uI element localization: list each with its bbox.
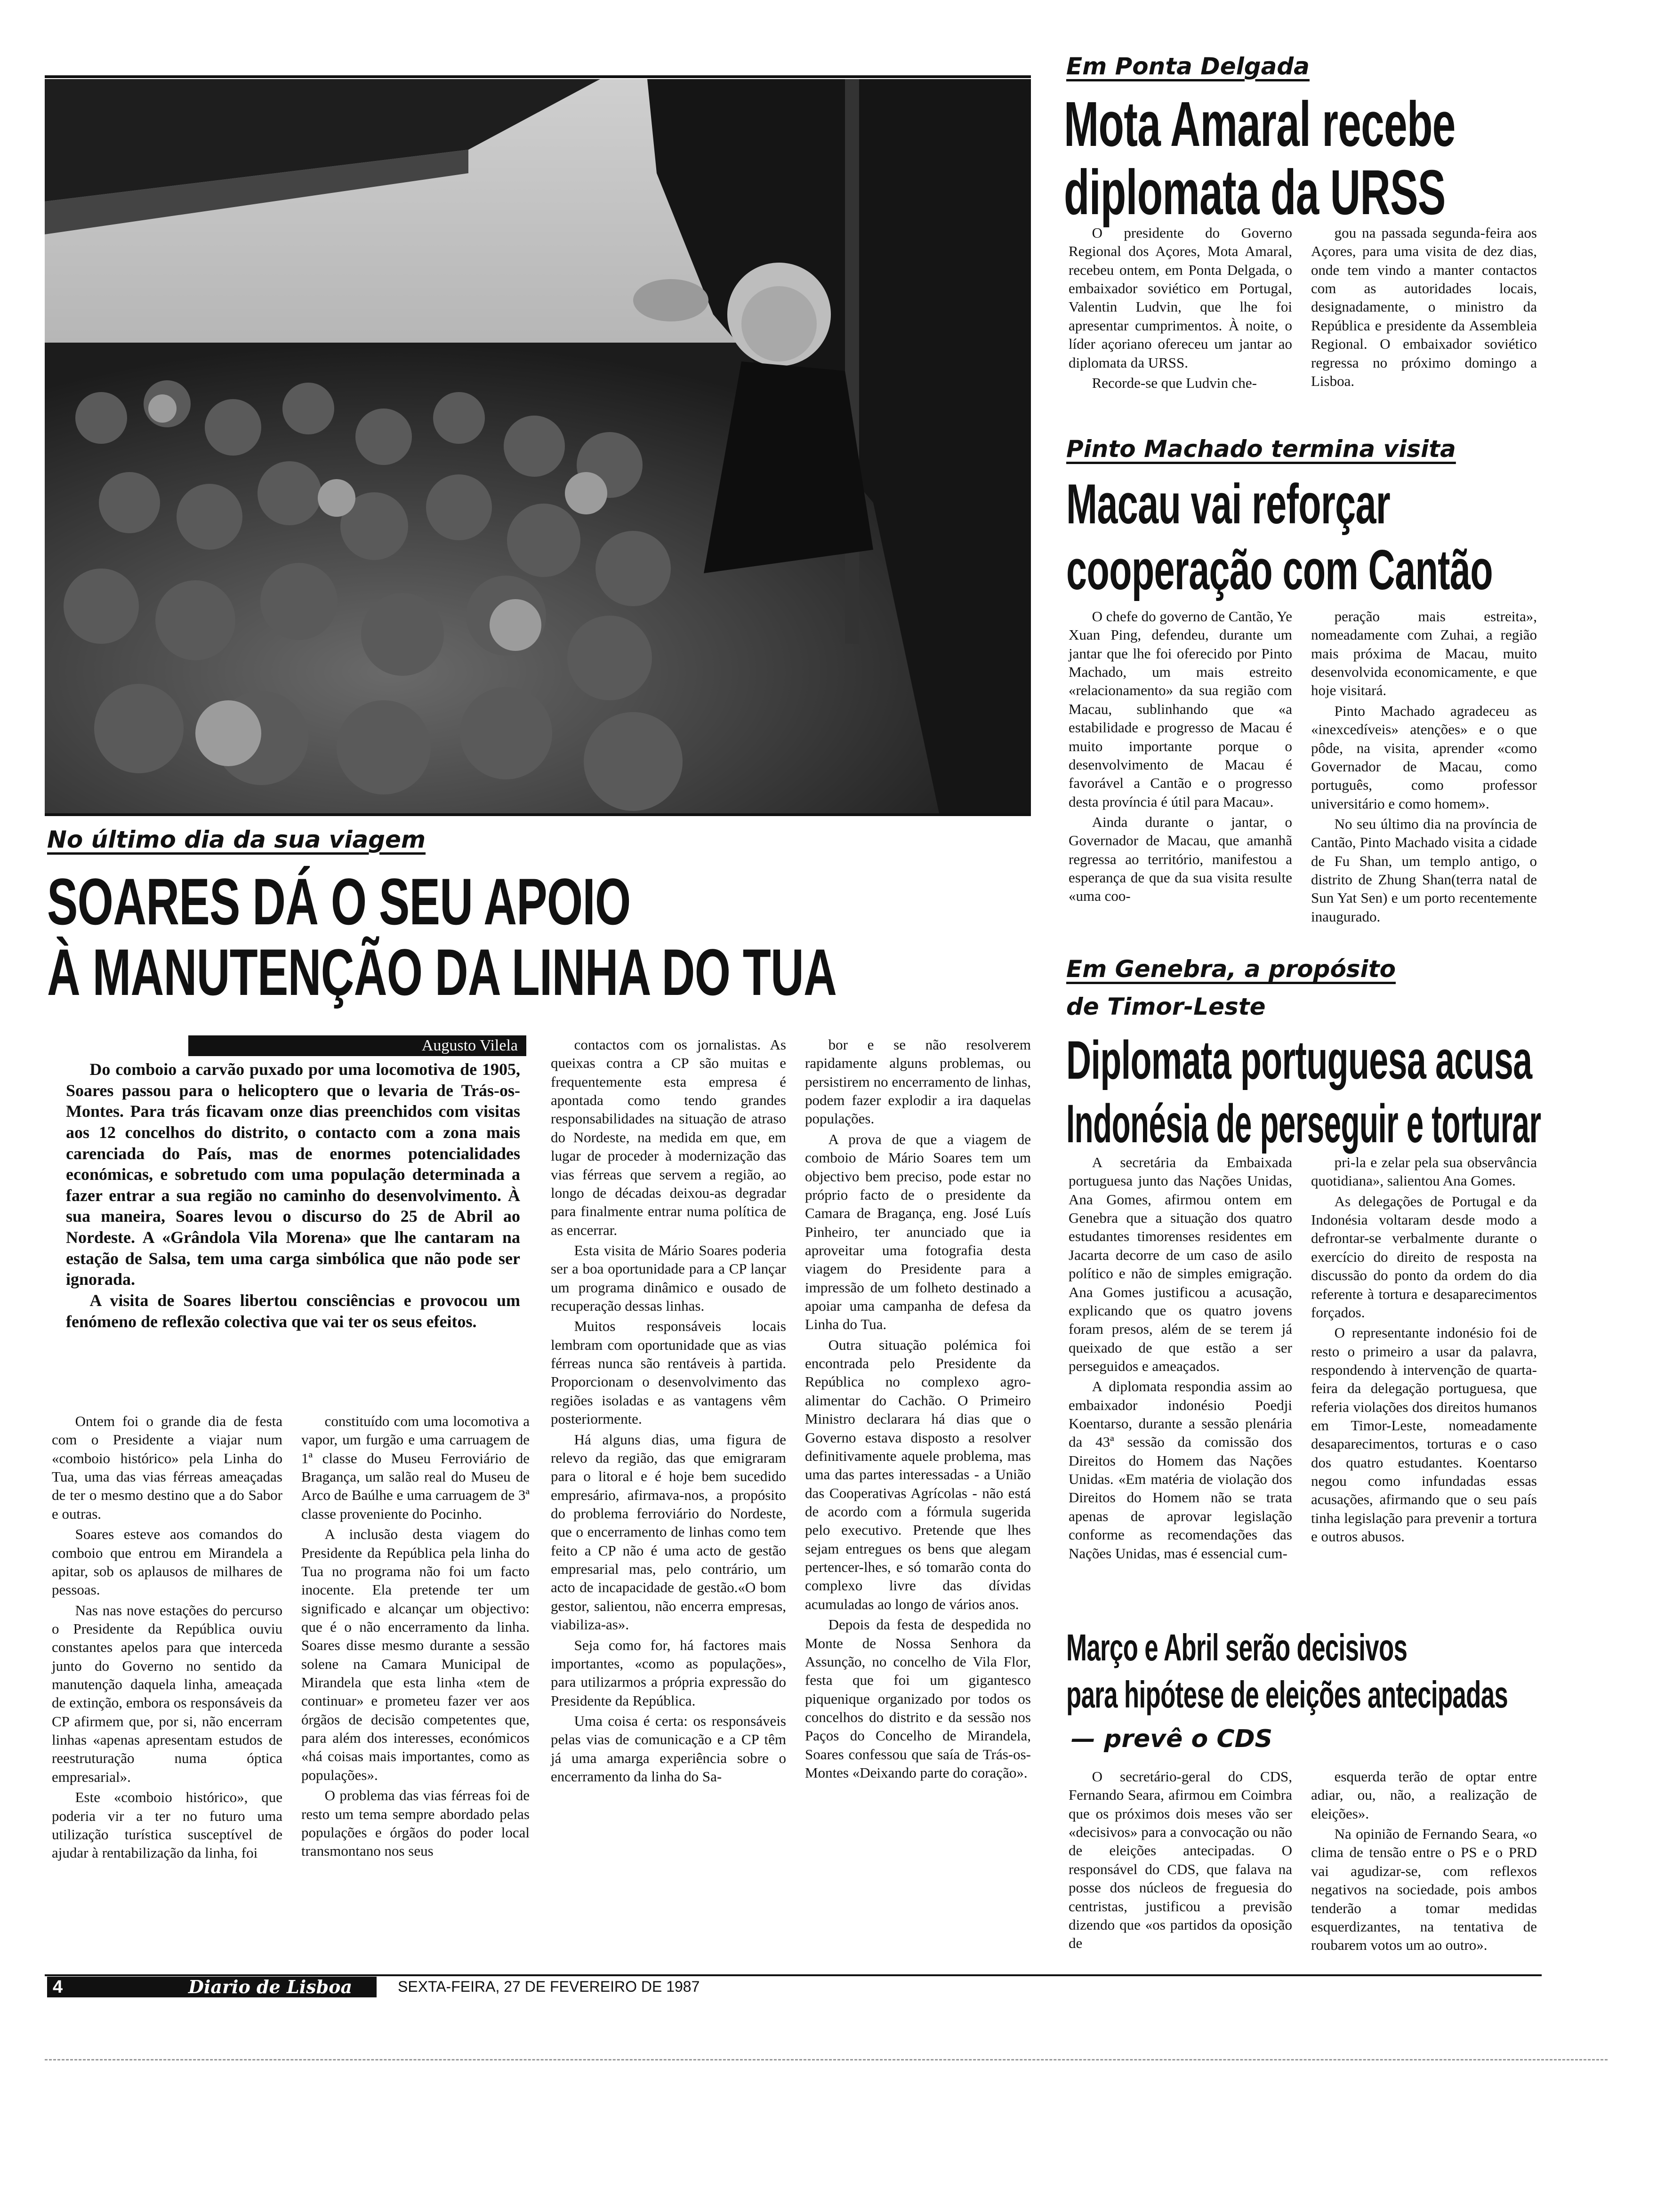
macau-col-2: [1311, 607, 1537, 951]
masthead-logo: Diario de Lisboa: [188, 1976, 353, 1997]
timor-kicker: Em Genebra, a propósito: [1066, 955, 1396, 983]
macau-headline-line2: cooperação com Cantão: [1066, 538, 1493, 601]
main-photo: [45, 79, 1031, 813]
photo-top-border: [45, 75, 1031, 78]
paragraph: O secretário-geral do CDS, Fernando Seara, afirmou em Coimbra que os próximos dois meses vão ser «decisivos» para a convocação ou não de eleições antecipadas. O responsável do CDS, que falava na posse dos núcleos de freguesia do centristas, justificou a previsão dizendo que «os partidos da oposição de: [1069, 1768, 1292, 1952]
paragraph: Soares esteve aos comandos do comboio que entrou em Mirandela a apitar, sob os aplausos de milhares de pessoas.: [52, 1526, 282, 1598]
paragraph: gou na passada segunda-feira aos Açores, para uma visita de dez dias, onde tem vindo a manter contactos com as autoridades locais, designadamente, o ministro da República e presidente da Assembleia Regional. O embaixador soviético regressa no próximo domingo a Lisboa.: [1311, 224, 1537, 389]
timor-headline-line2: Indonésia de perseguir e torturar: [1066, 1094, 1541, 1154]
cds-headline-line2: para hipótese de eleições antecipadas: [1066, 1674, 1508, 1715]
paragraph: Uma coisa é certa: os responsáveis pelas vias de comunicação e a CP têm já uma amarga experiência sobre o encerramento da linha do Sa-: [551, 1712, 786, 1785]
paragraph: Este «comboio histórico», que poderia vir a ter no futuro uma utilização turística susceptível de ajudar à rentabilização da linha, foi: [52, 1789, 282, 1861]
macau-kicker: Pinto Machado termina visita: [1066, 435, 1456, 463]
main-col-3: [551, 1035, 786, 1883]
paragraph: peração mais estreita», nomeadamente com Zuhai, a região mais próxima de Macau, muito desenvolvida economicamente, e que hoje visitará.: [1311, 608, 1537, 699]
main-col-4: [805, 1035, 1031, 1883]
page-bottom-divider: [45, 2059, 1608, 2060]
main-kicker: No último dia da sua viagem: [47, 826, 426, 853]
paragraph: Ontem foi o grande dia de festa com o Presidente a viajar num «comboio histórico» pela Linha do Tua, uma das vias férreas ameaçadas de ter o mesmo destino que a do Sabor e outras.: [52, 1413, 282, 1522]
cds-kicker: — prevê o CDS: [1071, 1725, 1273, 1753]
paragraph: As delegações de Portugal e da Indonésia voltaram desde modo a defrontar-se verbalmente durante o exercício do direito de resposta na discussão do ponto da ordem do dia referente à tortura e desaparecimentos forçados.: [1311, 1193, 1537, 1321]
timor-col-1: [1069, 1153, 1292, 1610]
paragraph: Depois da festa de despedida no Monte de Nossa Senhora da Assunção, no concelho de Vila Flor, festa que foi um gigantesco piquenique organizado por todos os concelhos do distrito e da sessão nos Paços do Concelho de Mirandela, Soares confessou que saía de Trás-os-Montes «Deixando parte do coração».: [805, 1616, 1031, 1781]
paragraph: O problema das vias férreas foi de resto um tema sempre abordado pelas populações e órgãos do poder local transmontano nos seus: [301, 1787, 530, 1859]
timor-kicker-line2: de Timor-Leste: [1066, 993, 1266, 1020]
paragraph: O chefe do governo de Cantão, Ye Xuan Ping, defendeu, durante um jantar que lhe foi oferecido por Pinto Machado, um mais estreito «relacionamento» da sua região com Macau, sublinhando que «a estabilidade e progresso de Macau é muito importante porque o desenvolvimento de Macau é favorável a Cantão e o progresso desta província é útil para Macau».: [1069, 608, 1292, 810]
paragraph: Outra situação polémica foi encontrada pelo Presidente da República no complexo agro-alimentar do Cachão. O Primeiro Ministro declarara há dias que o Governo estava disposto a resolver definitivamente aquele problema, mas uma das partes interessadas - a União das Cooperativas Agrícolas - não está de acordo com a fórmula sugerida pelo executivo. Pretende que lhes sejam entregues os bens que alegam pertencer-lhes, e só tomarão conta do complexo livre das dívidas acumuladas ao longo de vários anos.: [805, 1336, 1031, 1612]
paragraph: Ainda durante o jantar, o Governador de Macau, que amanhã regressa ao território, manifestou a esperança de que da sua visita resulte «uma coo-: [1069, 813, 1292, 905]
mota-headline-line2: diplomata da URSS: [1064, 157, 1446, 228]
paragraph: Pinto Machado agradeceu as «inexcedíveis» atenções» e o que pôde, na visita, aprender «como Governador de Macau, como português, como professor universitário e como homem».: [1311, 702, 1537, 812]
paragraph: O presidente do Governo Regional dos Açores, Mota Amaral, recebeu ontem, em Ponta Delgada, o embaixador soviético em Portugal, Valentin Ludvin, que lhe foi apresentar cumprimentos. À noite, o líder açoriano ofereceu um jantar ao diplomata da URSS.: [1069, 224, 1292, 371]
mota-kicker: Em Ponta Delgada: [1066, 53, 1310, 80]
page-number: 4: [53, 1977, 63, 1997]
paragraph: Muitos responsáveis locais lembram com oportunidade que as vias férreas nunca são rentáveis à partida. Proporcionam o desenvolvimento das regiões isoladas e as vantagens vêm posteriormente.: [551, 1318, 786, 1427]
paragraph: A diplomata respondia assim ao embaixador indonésio Poedji Koentarso, durante a sessão plenária da 43ª sessão da comissão dos Direitos do Homem das Nações Unidas. «Em matéria de violação dos Direitos do Homem não se trata apenas de aprovar legislação conforme as recomendações das Nações Unidas, mas é essencial cum-: [1069, 1378, 1292, 1562]
paragraph: bor e se não resolverem rapidamente alguns problemas, ou persistirem no encerramento de linhas, podem fazer explodir a ira daquelas populações.: [805, 1036, 1031, 1127]
mota-headline-line1: Mota Amaral recebe: [1064, 88, 1456, 160]
paragraph: A secretária da Embaixada portuguesa junto das Nações Unidas, Ana Gomes, afirmou ontem em Genebra que a situação dos quatro estudantes timorenses residentes em Jacarta decorre de um caso de asilo político e não de simples emigração. Ana Gomes justificou a acusação, explicando que os quatro jovens foram presos, além de se terem já queixado de que estão a ser perseguidos e ameaçados.: [1069, 1154, 1292, 1374]
lead-paragraph: Do comboio a carvão puxado por uma locomotiva de 1905, Soares passou para o helicoptero que o levaria de Trás-os-Montes. Para trás ficavam onze dias preenchidos com visitas aos 12 concelhos do distrito, o contacto com a zona mais carenciada do País, mas de enormes potencialidades económicas, e sobretudo com uma população determinada a fazer entrar a sua região no caminho do desenvolvimento. À sua maneira, Soares levou o discurso do 25 de Abril ao Nordeste. A «Grândola Vila Morena» que lhe cantaram na estação de Salsa, tem uma carga simbólica que não pode ser ignorada.: [66, 1060, 520, 1289]
paragraph: O representante indonésio foi de resto o primeiro a usar da palavra, respondendo à intervenção de quarta-feira da delegação portuguesa, que referia violações dos direitos humanos em Timor-Leste, nomeadamente desaparecimentos, torturas e o caso dos quatro estudantes. Koentarso negou como infundadas essas acusações, afirmando que o seu país tinha legislação para prevenir a tortura e outros abusos.: [1311, 1324, 1537, 1545]
mota-col-1: [1069, 224, 1292, 421]
paragraph: A prova de que a viagem de comboio de Mário Soares tem um objectivo bem preciso, pode estar no próprio facto de o presidente da Camara de Bragança, eng. José Luís Pinheiro, ter anunciado que ia aproveitar uma fotografia desta viagem do Presidente para a impressão de um folheto destinado a apoiar uma campanha de defesa da Linha do Tua.: [805, 1130, 1031, 1333]
paragraph: No seu último dia na província de Cantão, Pinto Machado visita a cidade de Fu Shan, um templo antigo, o distrito de Zhung Shan(terra natal de Sun Yat Sen) e um porto recentemente inaugurado.: [1311, 815, 1537, 925]
cds-col-2: [1311, 1767, 1537, 1954]
timor-col-2: [1311, 1153, 1537, 1610]
main-lead: [66, 1059, 520, 1398]
paragraph: A inclusão desta viagem do Presidente da República pela linha do Tua no programa não foi um facto inocente. Ela pretende ter um significado e alcançar um objectivo: que é o não encerramento da linha. Soares disse mesmo durante a sessão solene na Camara Municipal de Mirandela que esta linha «tem de continuar» e prometeu fazer ver aos órgãos de decisão competentes que, para além dos interesses, económicos «há coisas mais importantes, como as populações».: [301, 1526, 530, 1783]
paragraph: constituído com uma locomotiva a vapor, um furgão e uma carruagem de 1ª classe do Museu Ferroviário de Bragança, um salão real do Museu de Arco de Baúlhe e uma carruagem de 3ª classe proveniente do Pocinho.: [301, 1413, 530, 1522]
photo-bottom-border: [45, 813, 1031, 816]
main-col-2: [301, 1412, 530, 1883]
paragraph: Na opinião de Fernando Seara, «o clima de tensão entre o PS e o PRD vai agudizar-se, com reflexos negativos na sociedade, pois ambos tenderão a tomar medidas esquerdizantes, na tentativa de roubarem votos um ao outro».: [1311, 1826, 1537, 1954]
paragraph: esquerda terão de optar entre adiar, ou, não, a realização de eleições».: [1311, 1768, 1537, 1822]
lead-paragraph: A visita de Soares libertou consciências e provocou um fenómeno de reflexão colectiva que vai ter os seus efeitos.: [66, 1290, 520, 1331]
main-headline-line2: À MANUTENÇÃO DA LINHA DO TUA: [47, 935, 837, 1009]
paragraph: Seja como for, há factores mais importantes, «como as populações», para utilizarmos a própria expressão do Presidente da República.: [551, 1636, 786, 1709]
paragraph: Há alguns dias, uma figura de relevo da região, das que emigraram para o litoral e é hoje bem sucedido empresário, afirmava-nos, a propósito do problema ferroviário do Nordeste, que o encerramento de linhas como tem feito a CP não é uma acto de gestão empresarial mas, pelo contrário, um acto de incapacidade de gestão.«O bom gestor, salientou, não encerra empresas, viabiliza-as».: [551, 1431, 786, 1633]
paragraph: contactos com os jornalistas. As queixas contra a CP são muitas e frequentemente esta empresa é apontada como tendo grandes responsabilidades na situação de atraso do Nordeste, na medida em que, em lugar de proceder à modernização das vias férreas que servem a região, ao longo de décadas deixou-as degradar para finalmente entrar numa política de as encerrar.: [551, 1036, 786, 1238]
paragraph: Nas nas nove estações do percurso o Presidente da República ouviu constantes apelos para que interceda junto do Governo no sentido da manutenção daquela linha, ameaçada de extinção, embora os responsáveis da CP afirmem que, por si, não encerram linhas «apenas apresentam estudos de reestruturação numa óptica empresarial».: [52, 1602, 282, 1785]
paragraph: pri-la e zelar pela sua observância quotidiana», salientou Ana Gomes.: [1311, 1154, 1537, 1189]
macau-col-1: [1069, 607, 1292, 951]
main-col-1: [52, 1412, 282, 1883]
crowd-train-photo: [45, 79, 1031, 813]
paragraph: Esta visita de Mário Soares poderia ser a boa oportunidade para a CP lançar um programa dinâmico e ousado de recuperação dessas linhas.: [551, 1242, 786, 1314]
issue-date: SEXTA-FEIRA, 27 DE FEVEREIRO DE 1987: [398, 1978, 700, 1995]
mota-col-2: [1311, 224, 1537, 421]
macau-headline-line1: Macau vai reforçar: [1066, 473, 1391, 536]
paragraph: Recorde-se que Ludvin che-: [1092, 374, 1257, 391]
timor-headline-line1: Diplomata portuguesa acusa: [1066, 1030, 1532, 1090]
cds-col-1: [1069, 1767, 1292, 1952]
byline: Augusto Vilela: [188, 1035, 526, 1056]
main-headline-line1: SOARES DÁ O SEU APOIO: [47, 865, 631, 938]
cds-headline-line1: Março e Abril serão decisivos: [1066, 1627, 1408, 1668]
